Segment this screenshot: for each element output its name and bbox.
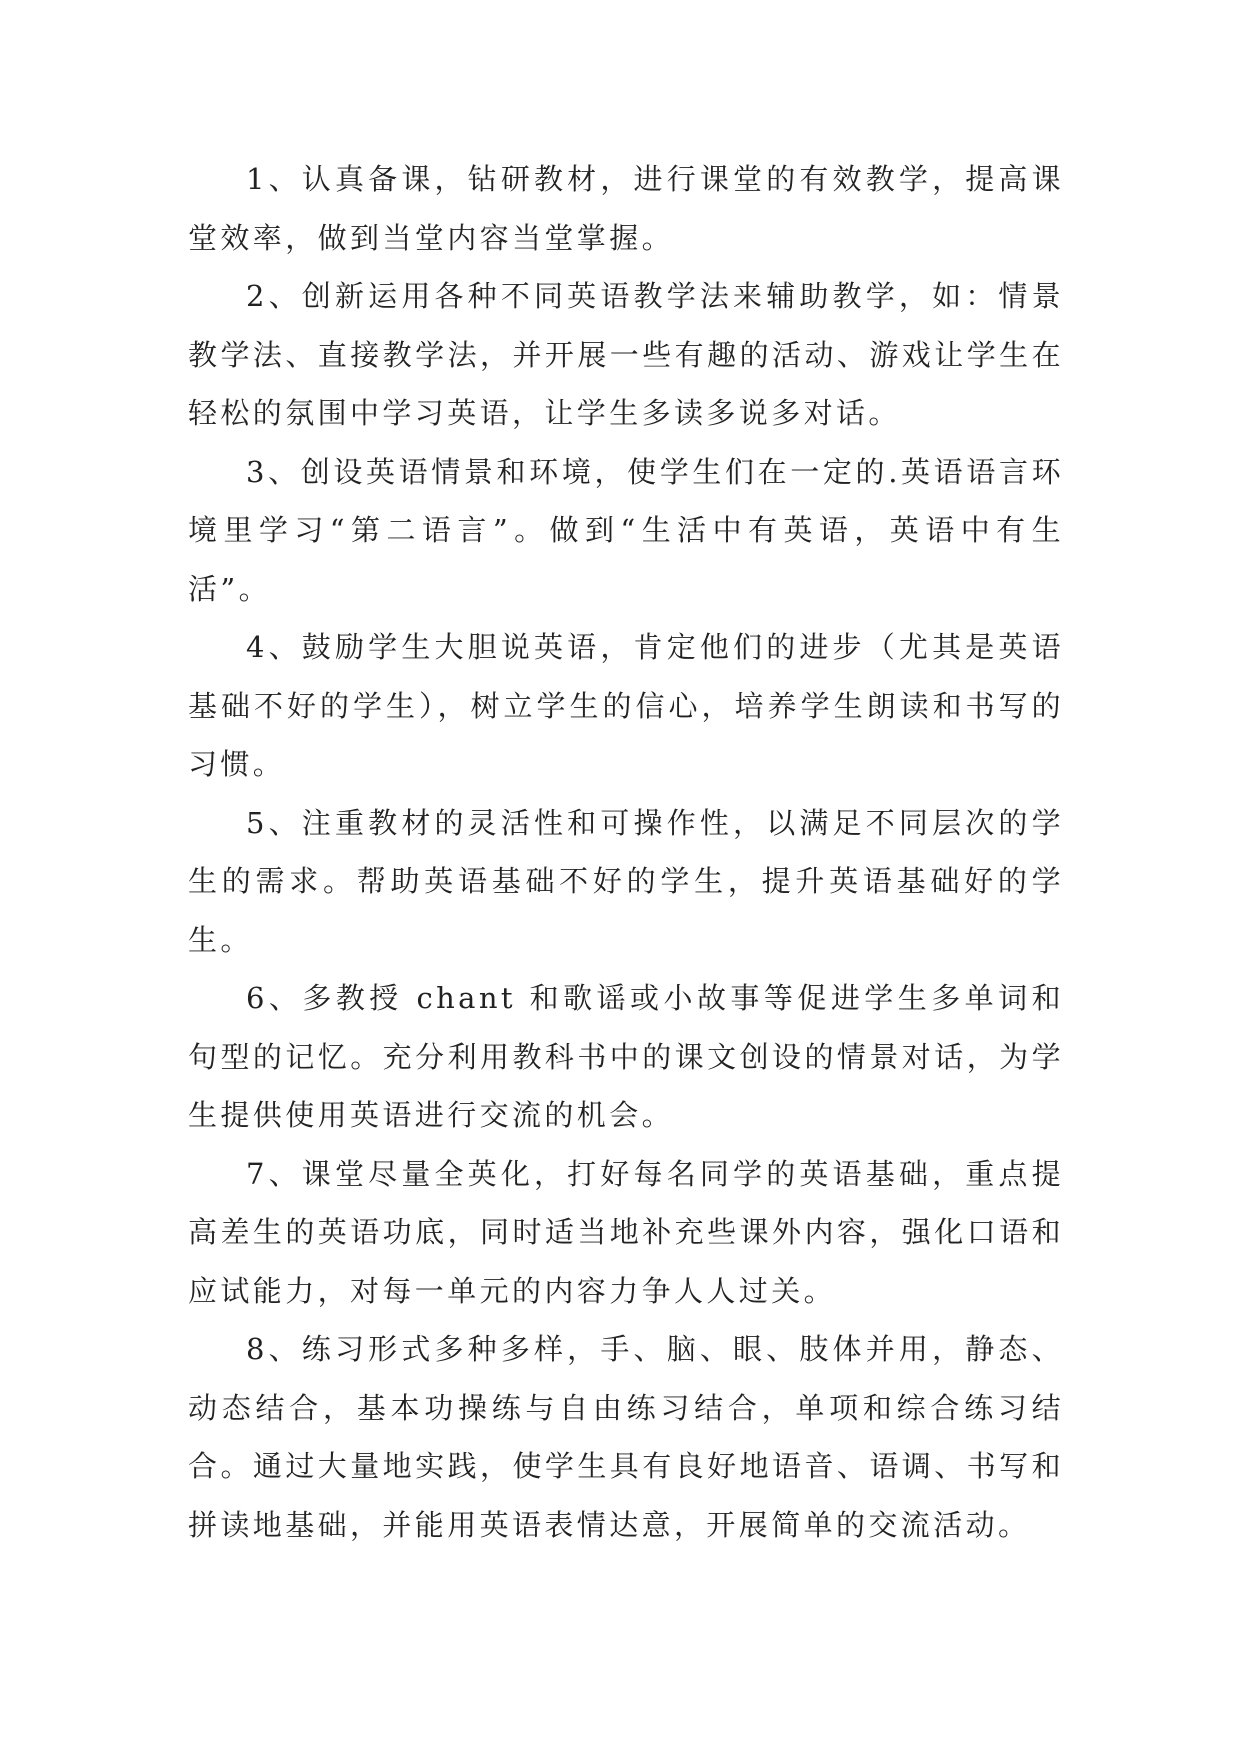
paragraph-6: 6、多教授 chant 和歌谣或小故事等促进学生多单词和句型的记忆。充分利用教科书中的课文创设的情景对话，为学生提供使用英语进行交流的机会。 (188, 981, 1064, 1132)
paragraph-2: 2、创新运用各种不同英语教学法来辅助教学，如：情景教学法、直接教学法，并开展一些有趣的活动、游戏让学生在轻松的氛围中学习英语，让学生多读多说多对话。 (188, 279, 1064, 430)
document-body (188, 150, 1064, 1554)
paragraph-8: 8、练习形式多种多样，手、脑、眼、肢体并用，静态、动态结合，基本功操练与自由练习结合，单项和综合练习结合。通过大量地实践，使学生具有良好地语音、语调、书写和拼读地基础，并能用英语表情达意，开展简单的交流活动。 (188, 1332, 1064, 1542)
paragraph-3: 3、创设英语情景和环境，使学生们在一定的.英语语言环境里学习“第二语言”。做到“生活中有英语，英语中有生活”。 (188, 454, 1064, 606)
paragraph-7: 7、课堂尽量全英化，打好每名同学的英语基础，重点提高差生的英语功底，同时适当地补充些课外内容，强化口语和应试能力，对每一单元的内容力争人人过关。 (188, 1156, 1064, 1308)
paragraph-4: 4、鼓励学生大胆说英语，肯定他们的进步（尤其是英语基础不好的学生），树立学生的信心，培养学生朗读和书写的习惯。 (188, 630, 1064, 781)
paragraph-1: 1、认真备课，钻研教材，进行课堂的有效教学，提高课堂效率，做到当堂内容当堂掌握。 (188, 162, 1064, 255)
paragraph-5: 5、注重教材的灵活性和可操作性，以满足不同层次的学生的需求。帮助英语基础不好的学生，提升英语基础好的学生。 (188, 805, 1064, 957)
